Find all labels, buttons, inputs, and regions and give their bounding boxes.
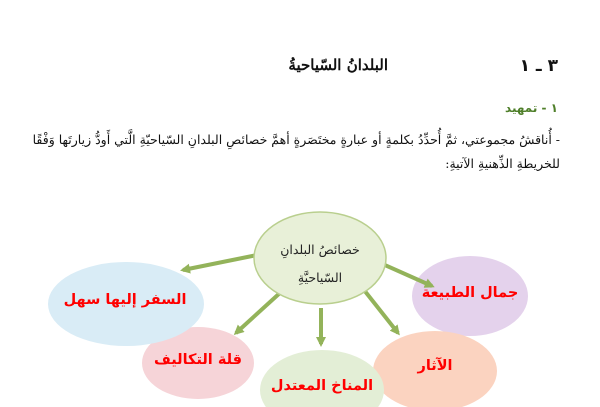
section-name: البلدانُ السّياحيةُ [288, 56, 388, 74]
node-label-costs: قلة التكاليف [153, 352, 243, 368]
subheading: ١ - تمهيد [505, 101, 558, 115]
center-line-2: السّياحيَّةِ [297, 270, 343, 285]
arrow-to-costs [236, 292, 281, 333]
center-line-1: خصائصُ البلدانِ [280, 242, 360, 257]
node-label-climate: المناخ المعتدل [270, 378, 374, 394]
arrow-to-antiquities [364, 290, 398, 333]
section-number: ٣ ـ ١ [519, 56, 558, 76]
center-node-text [250, 236, 390, 292]
node-label-travel: السفر إليها سهل [63, 292, 187, 308]
instruction-paragraph: - أُناقشُ مجموعتي، ثمَّ أُحدِّدُ بكلمةٍ أو عبارةٍ مختَصَرةٍ أهمَّ خصائصِ البلدانِ السّياحيّةِ الَّتي أَودُّ زيارتَها وَفْقًا للخريطةِ الذِّهنيةِ الآتيةِ: [32, 132, 560, 171]
node-label-nature: جمال الطبيعة [421, 285, 519, 301]
node-label-antiquities: الآثار [417, 358, 453, 374]
